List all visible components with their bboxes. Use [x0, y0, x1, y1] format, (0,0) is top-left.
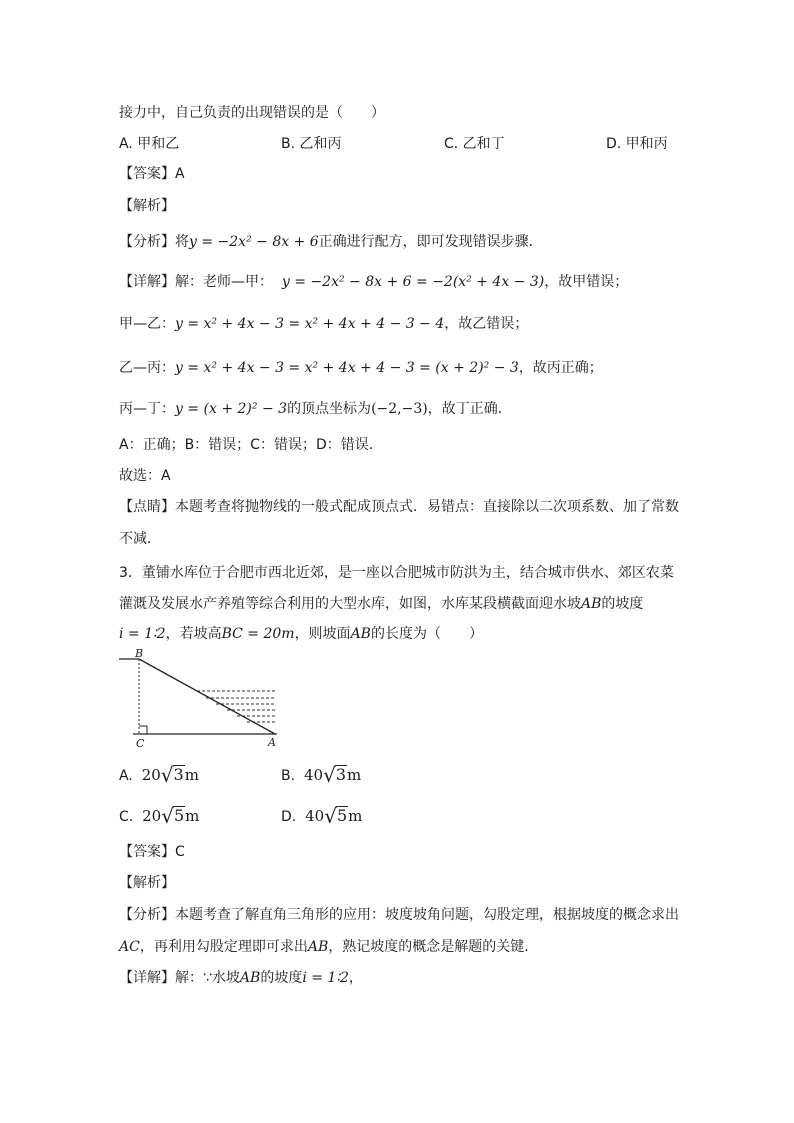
xiangjie-pre: 解：∵水坡	[175, 970, 240, 986]
xiangjie-tag: 【详解】	[119, 970, 175, 986]
step2-expression: y = x² + 4x − 3 = x² + 4x + 4 − 3 − 4	[175, 316, 445, 332]
option-coefficient: 20	[142, 807, 162, 825]
slope-face: AB	[350, 626, 371, 642]
q3-stem-line1: 3．董铺水库位于合肥市西北近郊，是一座以合肥城市防洪为主，结合城市供水、郊区农菜	[119, 565, 674, 581]
q2-judgement: A：正确；B：错误；C：错误；D：错误．	[119, 437, 383, 453]
option-radicand: 5	[173, 806, 185, 825]
q2-choose: 故选：A	[119, 468, 171, 484]
reservoir-cross-section-diagram	[119, 648, 289, 752]
option-unit: m	[185, 807, 200, 825]
option-radicand: 3	[335, 765, 346, 784]
q2-answer-line	[119, 165, 185, 183]
fenxi-expression: y = −2x² − 8x + 6	[189, 234, 319, 250]
step3-expression: y = x² + 4x − 3 = x² + 4x + 4 − 3 = (x + 2)² − 3	[175, 360, 519, 376]
q3-option-d: D. 40√5m	[281, 804, 363, 828]
q2-step3-line	[119, 359, 603, 377]
stem3-post: 的长度为（ ）	[370, 626, 483, 642]
option-radicand: 3	[173, 765, 184, 784]
q2-option-d: D. 甲和丙	[606, 136, 668, 152]
xiangjie-tag: 【详解】	[119, 274, 175, 290]
option-coefficient: 20	[141, 766, 161, 784]
slope-height: BC = 20m	[221, 626, 295, 642]
step4-post: ，故丁正确．	[427, 401, 512, 417]
q3-stem-line2	[119, 595, 643, 613]
label-a: A	[268, 736, 276, 749]
q2-step2-line	[119, 315, 528, 333]
step3-post: ，故丙正确；	[518, 360, 603, 376]
q2-option-c: C. 乙和丁	[444, 136, 505, 152]
q2-xiangjie-line	[119, 273, 628, 291]
segment-ab: AB	[307, 939, 329, 955]
fenxi-post: 正确进行配方，即可发现错误步骤．	[318, 234, 543, 250]
stem2-post: 的坡度	[601, 596, 644, 612]
xiangjie-mid: 的坡度	[260, 970, 303, 986]
step2-post: ，故乙错误；	[444, 316, 529, 332]
answer-tag: 【答案】	[119, 844, 175, 860]
answer-tag: 【答案】	[119, 166, 175, 182]
q2-step4-line	[119, 400, 512, 418]
q3-fenxi-line1	[119, 906, 679, 924]
fenxi-text-1: 本题考查了解直角三角形的应用：坡度坡角问题，勾股定理，根据坡度的概念求出	[175, 907, 679, 923]
option-coefficient: 40	[303, 766, 324, 784]
fenxi-text-2b: ，再利用勾股定理即可求出	[139, 939, 308, 955]
right-angle-mark	[139, 726, 147, 734]
q3-answer-line	[119, 843, 185, 861]
fenxi-tag: 【分析】	[119, 234, 175, 250]
answer-value: C	[175, 844, 185, 860]
slope-name: AB	[239, 970, 261, 986]
option-unit: m	[348, 807, 363, 825]
q2-option-b: B. 乙和丙	[281, 136, 342, 152]
fenxi-pre: 将	[175, 234, 189, 250]
q2-dianjing-line2: 不减．	[119, 531, 161, 547]
stem3-mid: ，若坡高	[165, 626, 222, 642]
q3-fenxi-line2	[119, 938, 538, 956]
step1-post: ，故甲错误；	[544, 274, 629, 290]
step4-mid: 的顶点坐标为	[287, 401, 372, 417]
step1-expression: y = −2x² − 8x + 6 = −2(x² + 4x − 3)	[281, 274, 545, 290]
option-letter: A.	[119, 768, 133, 784]
fenxi-tag: 【分析】	[119, 907, 175, 923]
step2-pre: 甲—乙：	[119, 316, 175, 332]
slope-ratio: i = 1∶2	[302, 970, 349, 986]
stem3-mid2: ，则坡面	[294, 626, 351, 642]
step3-pre: 乙—丙：	[119, 360, 175, 376]
option-letter: B.	[281, 768, 296, 784]
q3-stem-line3	[119, 625, 483, 643]
q3-xiangjie-line	[119, 969, 363, 987]
answer-value: A	[175, 166, 185, 182]
label-b: B	[135, 648, 144, 660]
slope-name: AB	[581, 596, 602, 612]
option-unit: m	[347, 766, 362, 784]
option-coefficient: 40	[305, 807, 325, 825]
dianjing-text-1: 本题考查将抛物线的一般式配成顶点式．易错点：直接除以二次项系数、加了常数	[175, 499, 679, 515]
vertex-coordinate: (−2,−3)	[371, 401, 428, 417]
xiangjie-post: ，	[348, 970, 363, 986]
label-c: C	[136, 737, 145, 750]
segment-ac: AC	[119, 939, 140, 955]
slope-ratio: i = 1∶2	[119, 626, 166, 642]
step4-pre: 丙—丁：	[119, 401, 175, 417]
option-radicand: 5	[336, 806, 348, 825]
q3-option-a: A. 20√3m	[119, 763, 199, 787]
fenxi-text-2d: ，熟记坡度的概念是解题的关键．	[328, 939, 539, 955]
q3-option-c: C. 20√5m	[119, 804, 200, 828]
q3-analysis-tag: 【解析】	[119, 875, 175, 891]
dianjing-tag: 【点睛】	[119, 499, 175, 515]
q2-analysis-tag: 【解析】	[119, 198, 175, 214]
slope-line-ab	[139, 659, 275, 734]
stem2-pre: 灌溉及发展水产养殖等综合利用的大型水库，如图，水库某段横截面迎水坡	[119, 596, 581, 612]
step4-expression: y = (x + 2)² − 3	[175, 401, 288, 417]
option-letter: D.	[281, 809, 297, 825]
question-stem-tail: 接力中，自己负责的出现错误的是（ ）	[119, 105, 385, 121]
option-unit: m	[184, 766, 199, 784]
q2-dianjing-line1	[119, 498, 679, 516]
q3-option-b: B. 40√3m	[281, 763, 362, 787]
option-letter: C.	[119, 809, 134, 825]
xiangjie-pre: 解：老师—甲：	[175, 274, 273, 290]
q2-option-a: A. 甲和乙	[119, 136, 180, 152]
q2-fenxi-line	[119, 233, 543, 251]
